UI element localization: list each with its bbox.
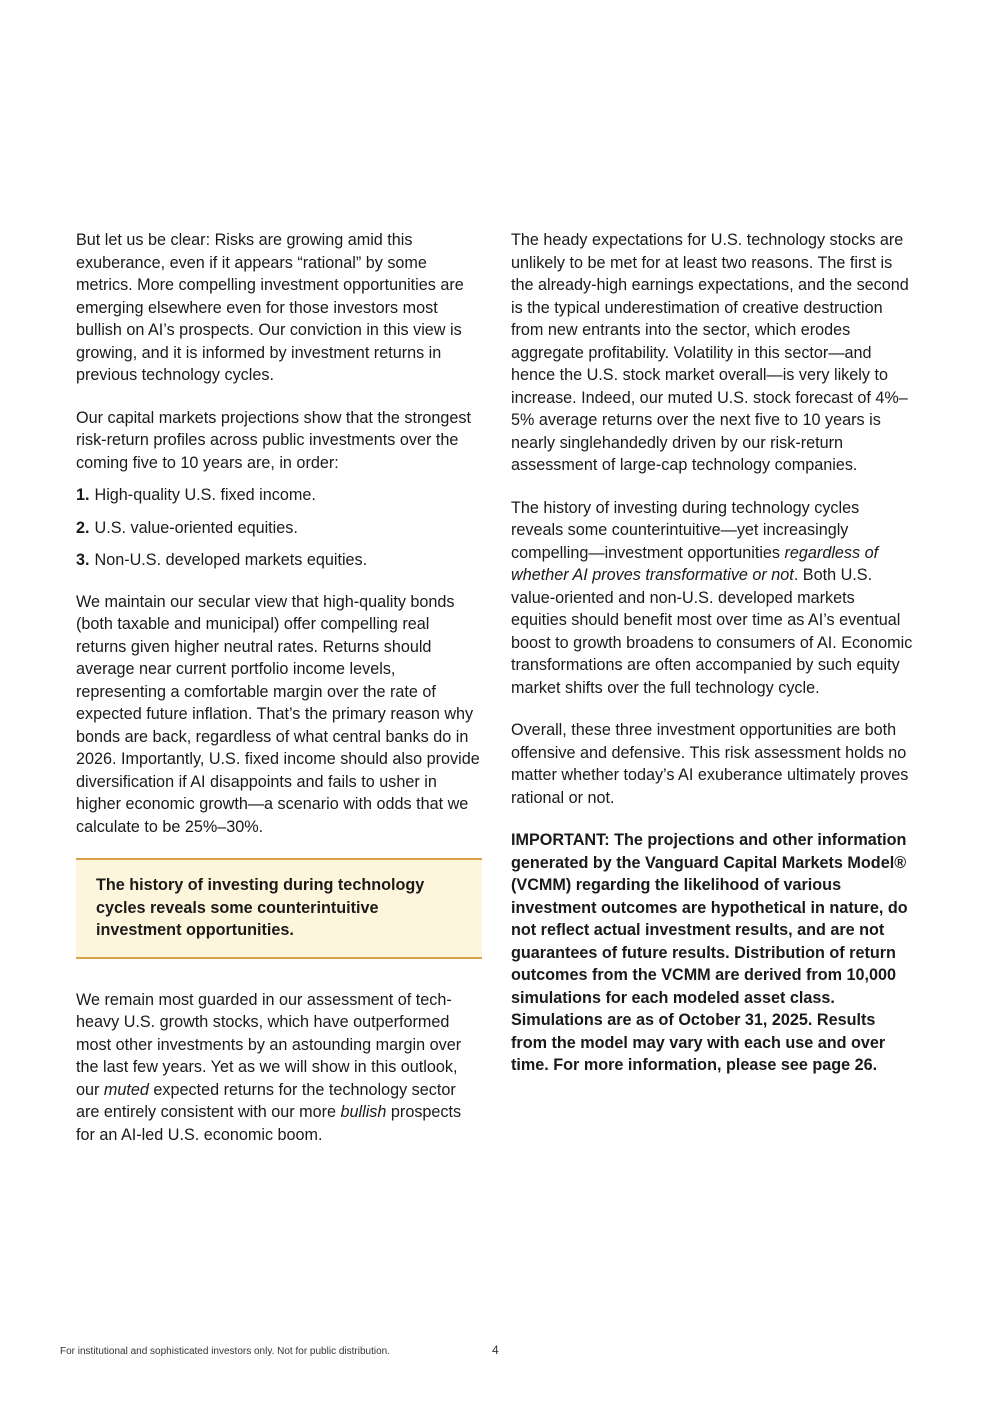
emphasis-muted: muted bbox=[103, 1080, 149, 1099]
list-number: 2. bbox=[76, 518, 90, 537]
footer-disclaimer: For institutional and sophisticated investors only. Not for public distribution. bbox=[60, 1346, 390, 1357]
pull-quote-callout: The history of investing during technology cycles reveals some counterintuitive investment opportunities. bbox=[76, 858, 482, 959]
paragraph-growth-stocks bbox=[76, 989, 482, 1147]
text-run: The history of investing during technology cycles reveals some counterintuitive—yet increasingly compelling—investment opportunities bbox=[511, 498, 860, 562]
paragraph-projections: Our capital markets projections show that the strongest risk-return profiles across public investments over the coming five to 10 years are, in order: bbox=[76, 408, 471, 472]
list-item bbox=[76, 517, 482, 540]
paragraph-bonds: We maintain our secular view that high-quality bonds (both taxable and municipal) offer compelling real returns given higher neutral rates. Returns should average near current portfolio income levels, representing a comfortable margin over the rate of expected future inflation. That’s the primary reason why bonds are back, regardless of what central banks do in 2026. Importantly, U.S. fixed income should also provide diversification if AI disappoints and fails to usher in higher economic growth—a scenario with odds that we calculate to be 25%–30%. bbox=[76, 592, 480, 836]
paragraph-risks: But let us be clear: Risks are growing amid this exuberance, even if it appears “rational” by some metrics. More compelling investment opportunities are emerging elsewhere even for those investors most bullish on AI’s prospects. Our conviction in this view is growing, and it is informed by investment returns in previous technology cycles. bbox=[76, 231, 464, 384]
text-run: We remain most guarded in our assessment of tech-heavy U.S. growth stocks, which have outperformed most other investments by an astounding margin over the last few years. Yet as we will show in this outlook, our bbox=[76, 990, 462, 1099]
list-text: Non-U.S. developed markets equities. bbox=[94, 551, 368, 569]
list-item bbox=[76, 484, 482, 507]
text-run: expected returns for the technology sector are entirely consistent with our more bbox=[76, 1080, 456, 1121]
page-number: 4 bbox=[492, 1343, 499, 1357]
list-number: 1. bbox=[76, 486, 90, 504]
text-run: . Both U.S. value-oriented and non-U.S. developed markets equities should benefit most over time as AI’s eventual boost to growth broadens to consumers of AI. Economic transformations are often accompanied by such equity market shifts over the full technology cycle. bbox=[511, 566, 913, 697]
left-column bbox=[76, 229, 482, 1166]
opportunities-list bbox=[76, 484, 482, 572]
paragraph-tech-expectations: The heady expectations for U.S. technology stocks are unlikely to be met for at least two reasons. The first is the already-high earnings expectations, and the second is the typical underestimation of creative destruction from new entrants into the sector, which erodes aggregate profitability. Volatility in this sector—and hence the U.S. stock market overall—is very likely to increase. Indeed, our muted U.S. stock forecast of 4%–5% average returns over the next five to 10 years is nearly singlehandedly driven by our risk-return assessment of large-cap technology companies. bbox=[511, 231, 909, 474]
list-number: 3. bbox=[76, 551, 90, 569]
list-item bbox=[76, 549, 482, 572]
list-text: U.S. value-oriented equities. bbox=[94, 518, 298, 537]
emphasis-regardless: regardless of whether AI proves transformative or not bbox=[511, 543, 879, 584]
paragraph-overall: Overall, these three investment opportunities are both offensive and defensive. This risk assessment holds no matter whether today’s AI exuberance ultimately proves rational or not. bbox=[511, 721, 909, 807]
paragraph-history bbox=[511, 497, 915, 700]
right-column bbox=[511, 229, 915, 1097]
emphasis-bullish: bullish bbox=[340, 1103, 387, 1121]
important-disclaimer: IMPORTANT: The projections and other information generated by the Vanguard Capital Markets Model® (VCMM) regarding the likelihood of various investment outcomes are hypothetical in nature, do not reflect actual investment results, and are not guarantees of future results. Distribution of return outcomes from the VCMM are derived from 10,000 simulations for each modeled asset class. Simulations are as of October 31, 2025. Results from the model may vary with each use and over time. For more information, please see page 26. bbox=[511, 831, 908, 1074]
text-run: prospects for an AI-led U.S. economic boom. bbox=[76, 1103, 462, 1144]
list-text: High-quality U.S. fixed income. bbox=[94, 486, 316, 504]
